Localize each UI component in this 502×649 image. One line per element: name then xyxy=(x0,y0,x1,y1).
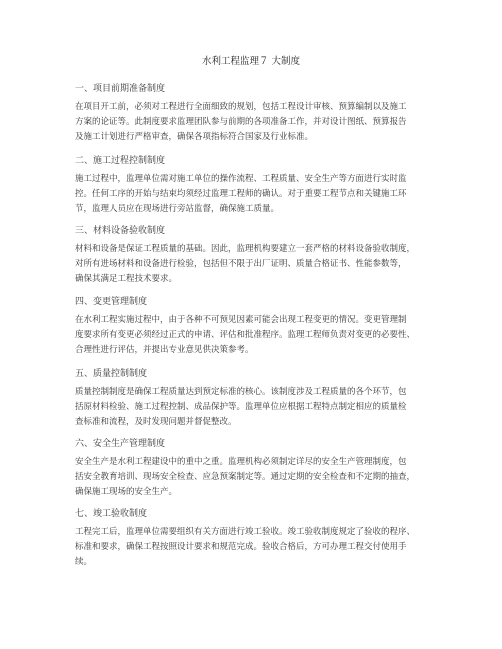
paragraph-line: 确保其满足工程技术要求。 xyxy=(75,274,178,284)
paragraph-line: 括安全教育培训、现场安全检查、应急预案制定等。通过定期的安全检查和不定期的抽查， xyxy=(75,472,416,482)
section-heading-1: 一、项目前期准备制度 xyxy=(75,84,166,94)
section-paragraph-3 xyxy=(75,242,435,287)
paragraph-line: 节，监理人员应在现场进行旁站监督，确保施工质量。 xyxy=(75,204,280,214)
section-paragraph-1 xyxy=(75,100,435,145)
paragraph-line: 方案的论证等。此制度要求监理团队参与前期的各项准备工作，并对设计图纸、预算报告 xyxy=(75,117,407,127)
paragraph-line: 安全生产是水利工程建设中的重中之重。监理机构必须制定详尽的安全生产管理制度，包 xyxy=(75,457,407,467)
paragraph-line: 度要求所有变更必须经过正式的申请、评估和批准程序。监理工程师负责对变更的必要性、 xyxy=(75,330,416,340)
section-paragraph-7 xyxy=(75,525,435,570)
paragraph-line: 对所有进场材料和设备进行检验，包括但不限于出厂证明、质量合格证书、性能参数等， xyxy=(75,259,407,269)
paragraph-line: 续。 xyxy=(75,557,93,567)
paragraph-line: 标准和要求，确保工程按照设计要求和规范完成。验收合格后，方可办理工程交付使用手 xyxy=(75,542,407,552)
paragraph-line: 确保施工现场的安全生产。 xyxy=(75,487,178,497)
paragraph-line: 在水利工程实施过程中，由于各种不可预见因素可能会出现工程变更的情况。变更管理制 xyxy=(75,315,407,325)
section-heading-2: 二、施工过程控制制度 xyxy=(75,156,166,166)
section-heading-6: 六、安全生产管理制度 xyxy=(75,439,166,449)
paragraph-line: 在项目开工前，必须对工程进行全面细致的规划，包括工程设计审核、预算编制以及施工 xyxy=(75,102,407,112)
section-heading-4: 四、变更管理制度 xyxy=(75,297,148,307)
paragraph-line: 括原材料检验、施工过程控制、成品保护等。监理单位应根据工程特点制定相应的质量检 xyxy=(75,402,407,412)
paragraph-line: 材料和设备是保证工程质量的基础。因此，监理机构要建立一套严格的材料设备验收制度， xyxy=(75,244,416,254)
document-title: 水利工程监理７ 大制度 xyxy=(201,56,301,67)
section-paragraph-6 xyxy=(75,455,435,500)
paragraph-line: 合理性进行评估，并提出专业意见供决策参考。 xyxy=(75,345,254,355)
section-paragraph-2 xyxy=(75,172,435,217)
section-heading-3: 三、材料设备验收制度 xyxy=(75,226,166,236)
paragraph-line: 质量控制制度是确保工程质量达到预定标准的核心。该制度涉及工程质量的各个环节，包 xyxy=(75,387,407,397)
section-heading-5: 五、质量控制制度 xyxy=(75,369,148,379)
section-paragraph-4 xyxy=(75,313,435,358)
section-paragraph-5 xyxy=(75,385,435,430)
paragraph-line: 查标准和流程，及时发现问题并督促整改。 xyxy=(75,417,237,427)
section-heading-7: 七、竣工验收制度 xyxy=(75,509,148,519)
paragraph-line: 施工过程中，监理单位需对施工单位的操作流程、工程质量、安全生产等方面进行实时监 xyxy=(75,174,407,184)
paragraph-line: 控。任何工序的开始与结束均须经过监理工程师的确认。对于重要工程节点和关键施工环 xyxy=(75,189,407,199)
paragraph-line: 工程完工后，监理单位需要组织有关方面进行竣工验收。竣工验收制度规定了验收的程序、 xyxy=(75,527,416,537)
paragraph-line: 及施工计划进行严格审查，确保各项指标符合国家及行业标准。 xyxy=(75,132,314,142)
